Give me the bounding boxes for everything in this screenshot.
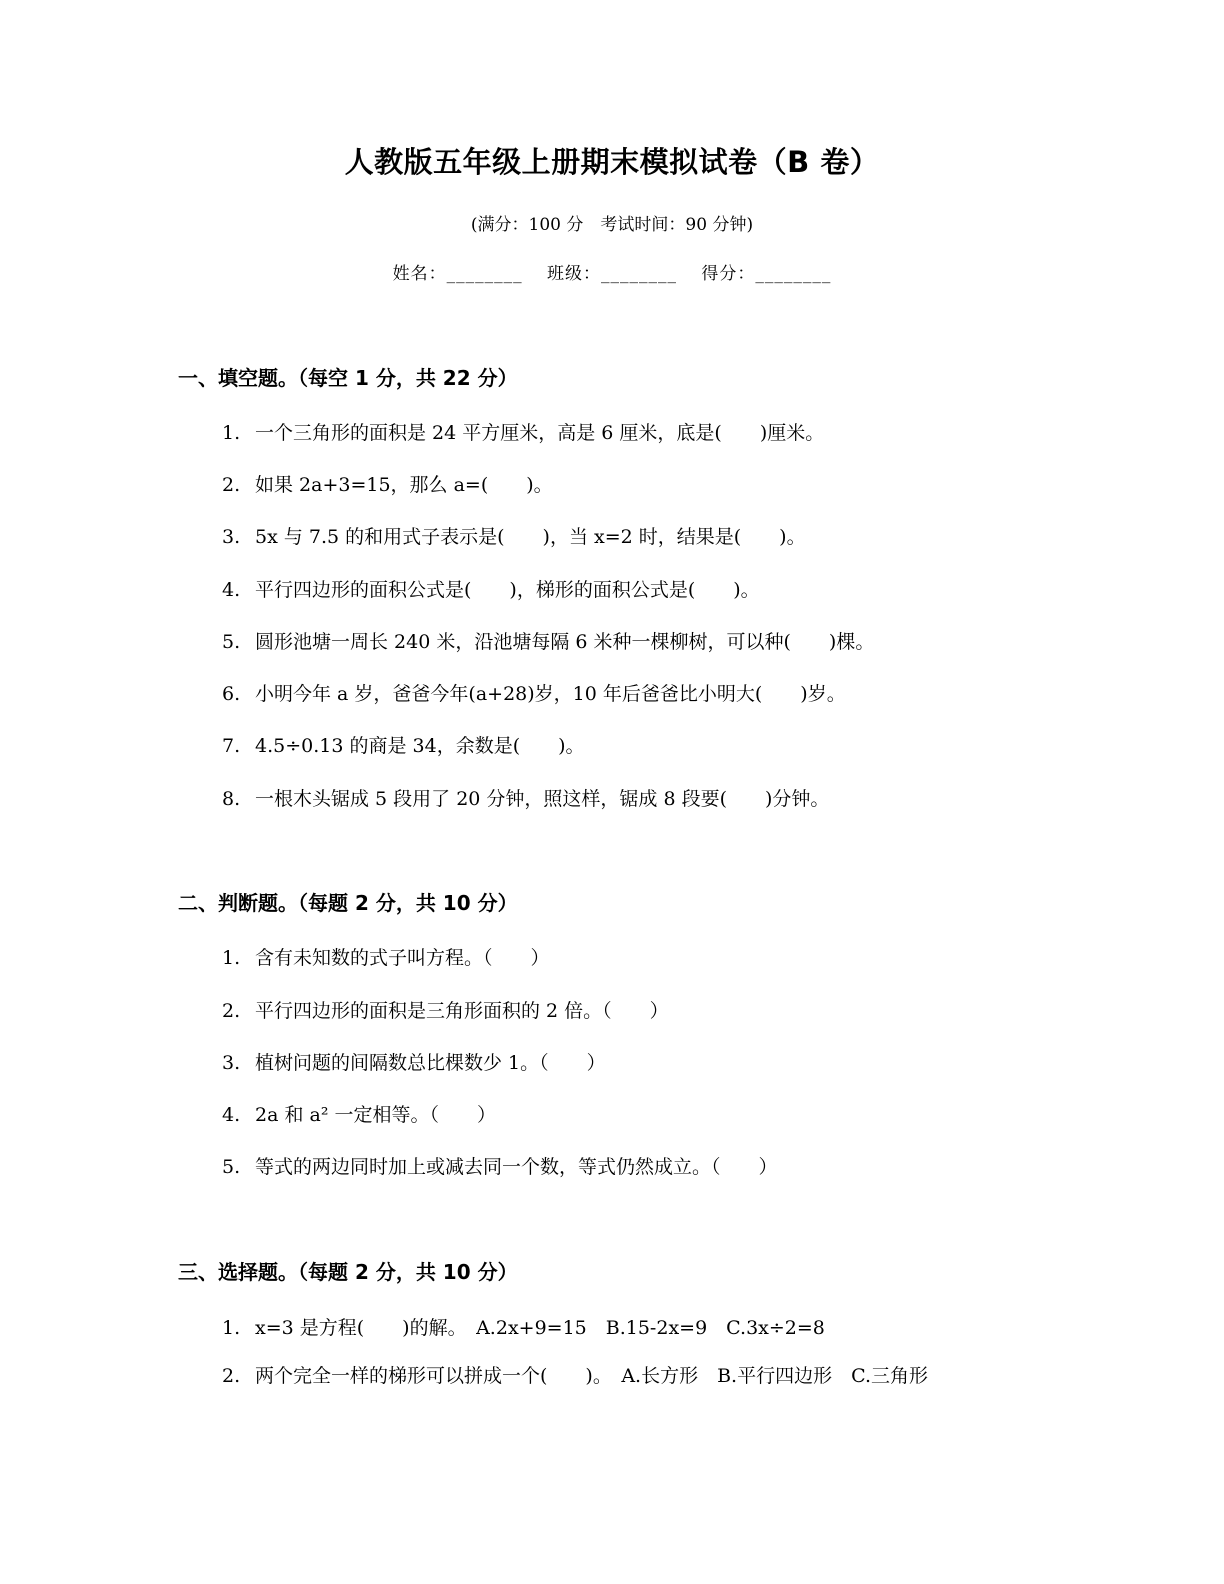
- question-number: 1.: [222, 1317, 241, 1339]
- question-item: [222, 1100, 496, 1127]
- question-number: 1.: [222, 947, 241, 969]
- page-title: 人教版五年级上册期末模拟试卷（B 卷）: [344, 145, 880, 179]
- question-text: 平行四边形的面积是三角形面积的 2 倍。（ ）: [255, 1000, 669, 1022]
- question-number: 2.: [222, 1365, 241, 1387]
- score-field: 得分：________: [701, 264, 832, 284]
- name-field: 姓名：________: [392, 264, 523, 284]
- question-number: 5.: [222, 1156, 241, 1178]
- question-number: 2.: [222, 474, 241, 496]
- question-text: 小明今年 a 岁，爸爸今年(a+28)岁，10 年后爸爸比小明大( )岁。: [255, 683, 846, 705]
- question-item: [222, 1048, 606, 1075]
- question-number: 8.: [222, 788, 241, 810]
- section-heading-fill-in: 一、填空题。（每空 1 分，共 22 分）: [178, 366, 518, 390]
- question-number: 6.: [222, 683, 241, 705]
- section-heading-true-false: 二、判断题。（每题 2 分，共 10 分）: [178, 891, 518, 915]
- question-number: 7.: [222, 735, 241, 757]
- question-item: [178, 1361, 1023, 1392]
- question-item: [222, 731, 585, 758]
- question-text: 圆形池塘一周长 240 米，沿池塘每隔 6 米种一棵柳树，可以种( )棵。: [255, 631, 875, 653]
- student-info-line: [0, 259, 1224, 284]
- question-text: 如果 2a+3=15，那么 a=( )。: [255, 474, 553, 496]
- question-item: [222, 943, 550, 970]
- question-text: 两个完全一样的梯形可以拼成一个( )。 A.长方形 B.平行四边形 C.三角形: [255, 1365, 928, 1387]
- question-item: [222, 627, 874, 654]
- question-text: 一根木头锯成 5 段用了 20 分钟，照这样，锯成 8 段要( )分钟。: [255, 788, 830, 810]
- question-number: 2.: [222, 1000, 241, 1022]
- question-text: 一个三角形的面积是 24 平方厘米，高是 6 厘米，底是( )厘米。: [255, 422, 825, 444]
- question-item: [222, 522, 806, 549]
- question-item: [222, 418, 824, 445]
- question-number: 3.: [222, 1052, 241, 1074]
- question-text: 2a 和 a² 一定相等。（ ）: [255, 1104, 496, 1126]
- question-item: [222, 784, 829, 811]
- question-number: 1.: [222, 422, 241, 444]
- question-item: [222, 1313, 825, 1340]
- exam-info-subtitle: (满分：100 分 考试时间：90 分钟): [470, 215, 754, 235]
- question-text: 含有未知数的式子叫方程。（ ）: [255, 947, 550, 969]
- question-text: 植树问题的间隔数总比棵数少 1。（ ）: [255, 1052, 606, 1074]
- question-text: x=3 是方程( )的解。 A.2x+9=15 B.15-2x=9 C.3x÷2=8: [255, 1317, 825, 1339]
- question-item: [222, 679, 846, 706]
- question-text: 平行四边形的面积公式是( )，梯形的面积公式是( )。: [255, 579, 760, 601]
- question-text: 等式的两边同时加上或减去同一个数，等式仍然成立。（ ）: [255, 1156, 778, 1178]
- question-number: 4.: [222, 1104, 241, 1126]
- question-item: [222, 470, 553, 497]
- question-item: [222, 1152, 778, 1179]
- question-number: 4.: [222, 579, 241, 601]
- question-text: 5x 与 7.5 的和用式子表示是( )，当 x=2 时，结果是( )。: [255, 526, 806, 548]
- question-number: 5.: [222, 631, 241, 653]
- section-heading-multiple-choice: 三、选择题。（每题 2 分，共 10 分）: [178, 1260, 518, 1284]
- question-item: [222, 996, 669, 1023]
- question-text: 4.5÷0.13 的商是 34，余数是( )。: [255, 735, 585, 757]
- question-number: 3.: [222, 526, 241, 548]
- question-item: [222, 575, 760, 602]
- class-field: 班级：________: [547, 264, 677, 284]
